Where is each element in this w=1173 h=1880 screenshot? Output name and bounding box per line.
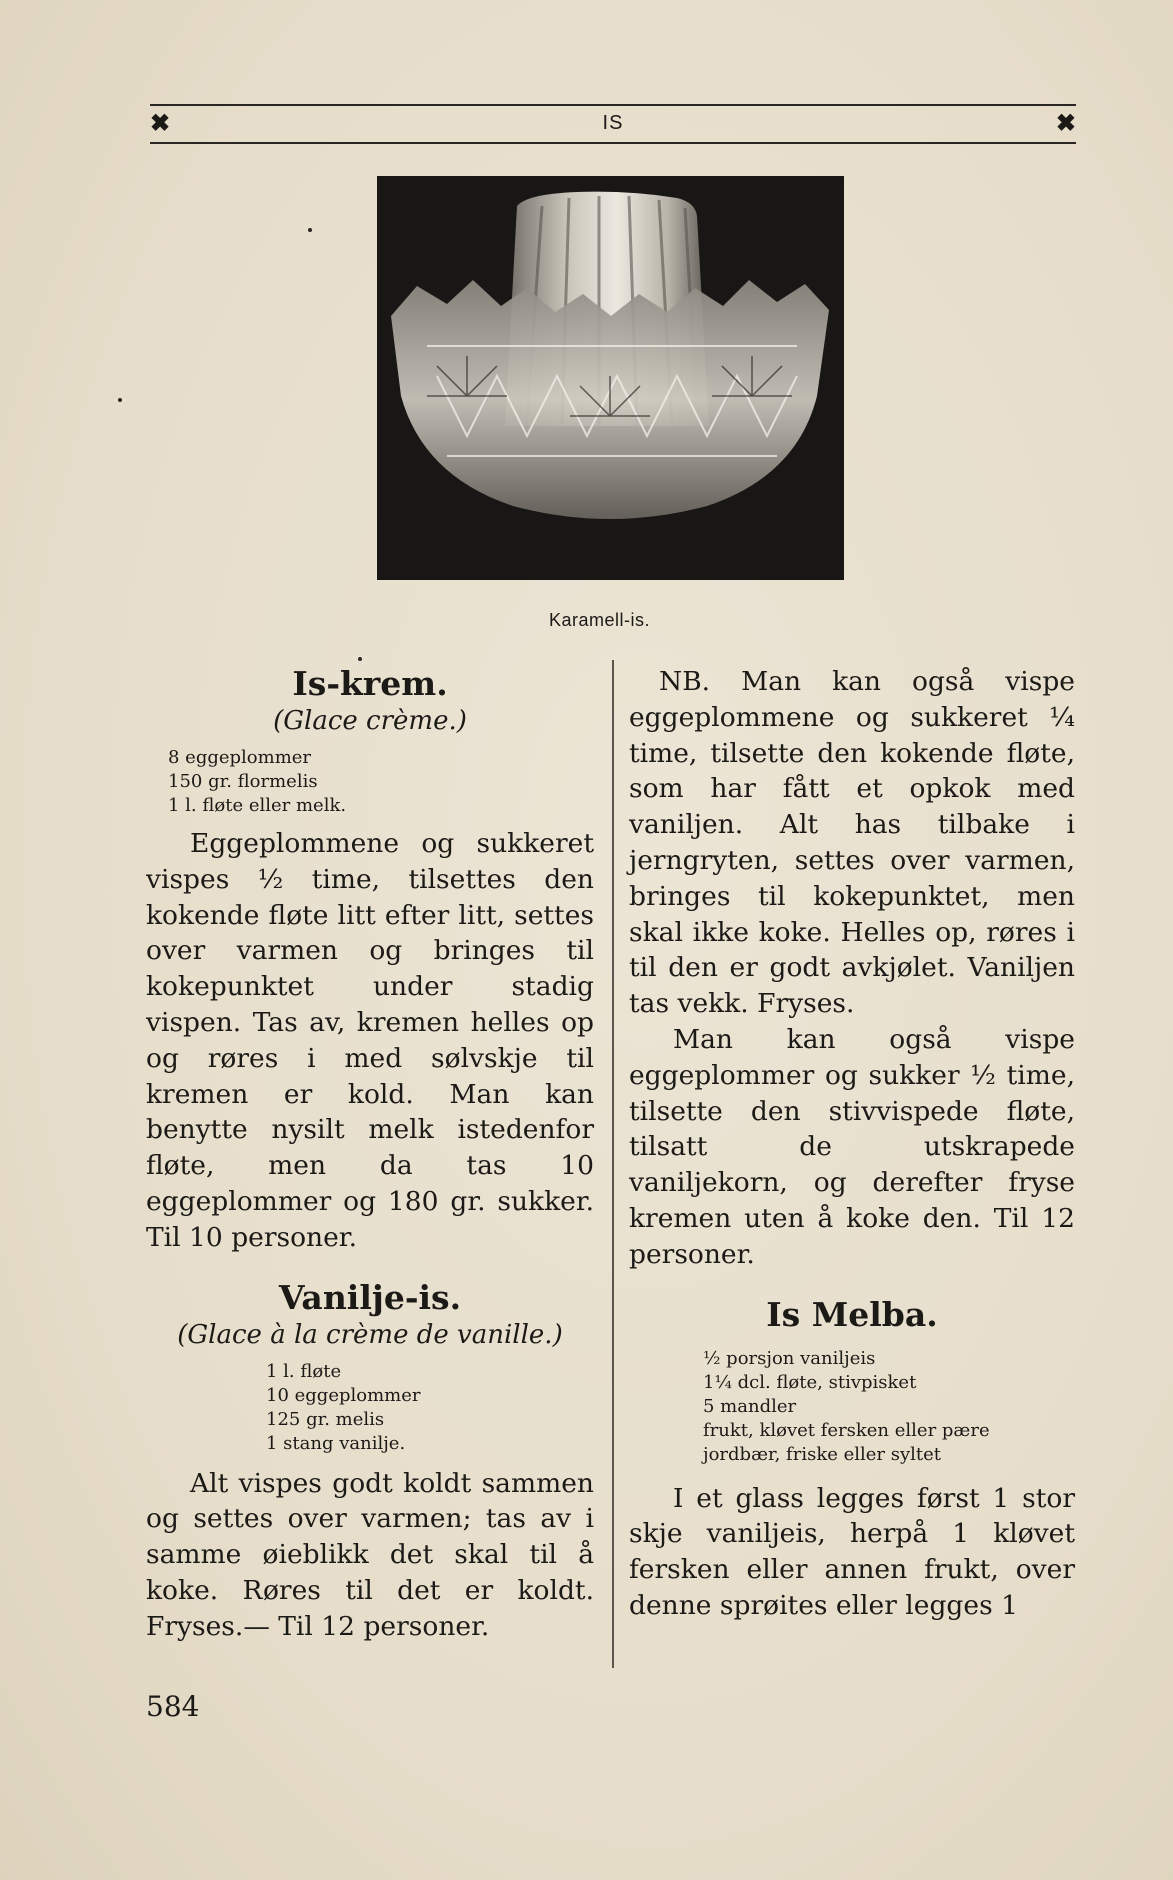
ingredient-item: 1 l. fløte eller melk. xyxy=(168,795,347,816)
recipe-text-is-melba: I et glass legges først 1 stor skje vaniljeis, herpå 1 kløvet fersken eller annen frukt, over denne sprøites eller legges 1 xyxy=(629,1482,1075,1621)
ingredient-list-vanilje-is xyxy=(266,1360,594,1456)
column-divider xyxy=(612,660,614,1668)
ingredient-list-is-krem xyxy=(168,746,594,818)
recipe-title-is-krem: Is-krem. xyxy=(292,664,448,703)
ingredient-item: 150 gr. flormelis xyxy=(168,771,318,792)
ingredient-item: 10 eggeplommer xyxy=(266,1384,421,1406)
right-column xyxy=(629,664,1075,1624)
ice-cream-photo xyxy=(377,176,844,580)
ingredient-item: frukt, kløvet fersken eller pære xyxy=(703,1419,990,1441)
left-column xyxy=(146,664,594,1645)
ingredient-item: 5 mandler xyxy=(703,1395,797,1417)
ingredient-item: jordbær, friske eller syltet xyxy=(703,1443,942,1465)
ornament-right-icon: ✖ xyxy=(1055,108,1076,137)
running-header-title: IS xyxy=(602,112,624,134)
photo-caption: Karamell-is. xyxy=(549,610,651,630)
running-header xyxy=(150,104,1076,144)
note-text-nb: NB. Man kan også vispe eggeplommene og sukkeret ¼ time, tilsette den kokende fløte, som har fått et opkok med vaniljen. Alt has tilbake i jerngryten, settes over varmen, bringes til kokepunktet, men skal ikke koke. Helles op, røres i til den er godt avkjølet. Vaniljen tas vekk. Fryses. xyxy=(629,666,1075,1020)
print-speck xyxy=(308,228,312,232)
page-number: 584 xyxy=(146,1690,200,1723)
recipe-title-vanilje-is: Vanilje-is. xyxy=(278,1277,462,1317)
recipe-subtitle-glace-creme: (Glace crème.) xyxy=(273,706,467,736)
ingredient-item: 1 stang vanilje. xyxy=(266,1432,406,1454)
ingredient-item: 1¼ dcl. fløte, stivpisket xyxy=(703,1371,917,1393)
caramel-ice-cream-illustration xyxy=(377,176,844,580)
print-speck xyxy=(118,398,122,402)
recipe-text-vanilje-is: Alt vispes godt koldt sammen og settes over varmen; tas av i samme øieblikk det skal til å koke. Røres til det er koldt. Fryses.— Til 12 personer. xyxy=(146,1467,594,1642)
ornament-left-icon: ✖ xyxy=(150,108,171,137)
alternative-method-text: Man kan også vispe eggeplommer og sukker ½ time, tilsette den stivvispede fløte, tilsatt de utskrapede vaniljekorn, og derefter fryse kremen uten å koke den. Til 12 personer. xyxy=(629,1023,1075,1270)
recipe-title-is-melba: Is Melba. xyxy=(766,1294,938,1334)
recipe-text-is-krem: Eggeplommene og sukkeret vispes ½ time, tilsettes den kokende fløte litt efter litt, settes over varmen og bringes til kokepunktet under stadig vispen. Tas av, kremen helles op og røres i med sølvskje til kremen er kold. Man kan benytte nysilt melk istedenfor fløte, men da tas 10 eggeplommer og 180 gr. sukker. Til 10 personer. xyxy=(146,828,594,1253)
ingredient-item: ½ porsjon vaniljeis xyxy=(703,1347,876,1369)
recipe-subtitle-glace-vanille: (Glace à la crème de vanille.) xyxy=(177,1319,563,1350)
ingredient-item: 125 gr. melis xyxy=(266,1408,385,1430)
print-speck xyxy=(358,657,362,661)
ingredient-list-is-melba xyxy=(703,1347,1075,1467)
ingredient-item: 8 eggeplommer xyxy=(168,747,312,768)
ingredient-item: 1 l. fløte xyxy=(266,1360,342,1382)
